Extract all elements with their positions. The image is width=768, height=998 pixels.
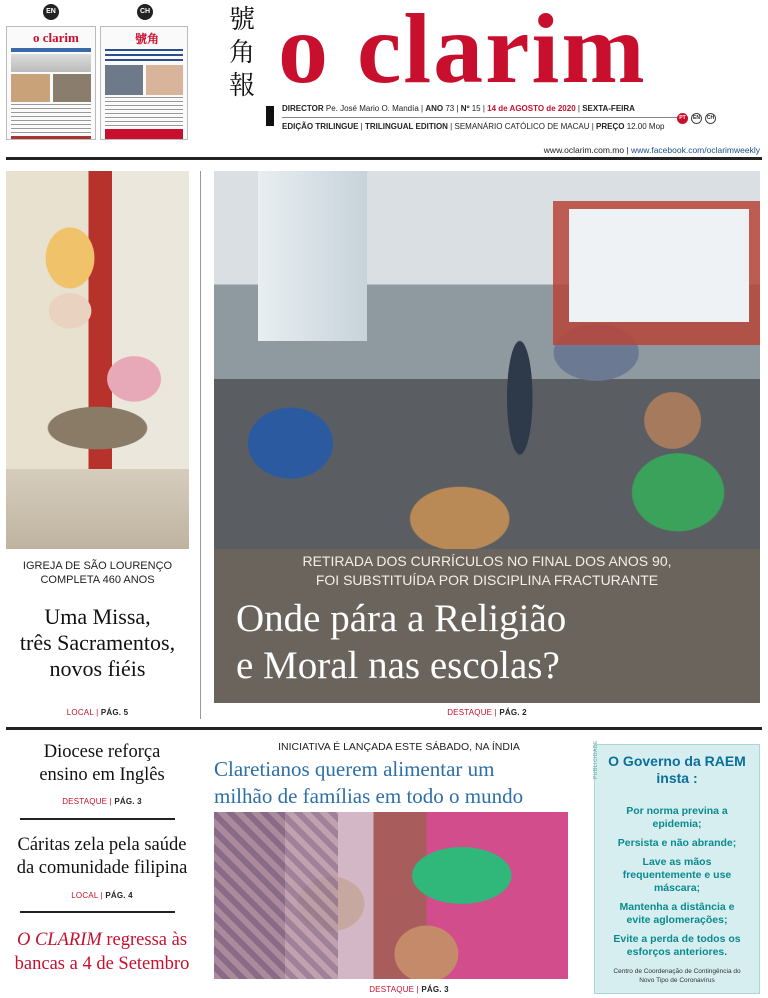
notice-item-5 [595, 933, 759, 959]
semanario: SEMANÁRIO CATÓLICO DE MACAU [454, 122, 590, 131]
notice-title-line1: O Governo da RAEM [608, 753, 746, 769]
notice-item-4-line2: evite aglomerações; [626, 914, 728, 926]
ano-label: ANO [425, 104, 444, 113]
left-headline-line2: três Sacramentos, [19, 630, 176, 655]
notice-item-1-line1: Por norma previna a [626, 805, 728, 817]
masthead-logo: o clarim [278, 0, 647, 104]
notice-vertical-tag: PUBLICIDADE [593, 740, 599, 779]
notice-items [595, 805, 759, 959]
director-name: Pe. José Mario O. Mandía [325, 104, 419, 113]
brief-diocese-page: PÁG. 3 [114, 797, 142, 806]
facebook-link[interactable]: www.facebook.com/oclarimweekly [631, 145, 760, 155]
center-headline-line1: Claretianos querem alimentar um [214, 757, 495, 781]
lang-badge-en[interactable]: EN [691, 113, 702, 124]
main-kicker [214, 552, 760, 590]
center-section: DESTAQUE [369, 985, 415, 994]
brief-caritas-section: LOCAL [71, 891, 99, 900]
mid-divider [6, 727, 762, 730]
en-thumbnail[interactable] [6, 26, 96, 140]
chinese-char-1: 號 [228, 5, 255, 35]
notice-item-3-line3: máscara; [653, 882, 701, 894]
masthead-edition-line: EDIÇÃO TRILINGUE | TRILINGUAL EDITION | SEMANÁRIO CATÓLICO DE MACAU | PREÇO 12.00 Mop [282, 122, 665, 131]
issue-date: 14 de AGOSTO de 2020 [487, 104, 576, 113]
classroom-photo [214, 171, 760, 549]
lang-badge-ch[interactable]: CH [705, 113, 716, 124]
left-column-divider [200, 171, 201, 719]
main-page-ref[interactable]: DESTAQUE | PÁG. 2 [447, 708, 527, 717]
main-story-band[interactable] [214, 549, 760, 703]
main-headline [236, 595, 566, 689]
notice-footer [595, 967, 759, 985]
language-badges [677, 113, 716, 124]
web-links: www.oclarim.com.mo | www.facebook.com/oclarimweekly [543, 145, 760, 155]
mother-child-photo [214, 812, 568, 979]
notice-item-1-line2: epidemia; [652, 818, 702, 830]
edition-ch[interactable] [100, 4, 190, 140]
center-page-ref[interactable]: DESTAQUE | PÁG. 3 [369, 985, 449, 994]
preco-value: 12.00 Mop [626, 122, 665, 131]
ch-thumbnail[interactable] [100, 26, 188, 140]
edition-en[interactable] [6, 4, 96, 140]
masthead-rule [282, 117, 678, 118]
brief-regressa[interactable] [6, 928, 198, 976]
notice-item-3 [595, 856, 759, 895]
header-divider [6, 157, 762, 160]
notice-item-4-line1: Mantenha a distância e [619, 901, 735, 913]
brief-caritas-page: PÁG. 4 [105, 891, 133, 900]
notice-footer-line1: Centro de Coordenação de Contingência do [613, 968, 741, 975]
notice-title-line2: insta : [656, 770, 698, 786]
brief-caritas[interactable] [6, 834, 198, 880]
en-badge: EN [43, 4, 59, 20]
brief-rule-1 [20, 818, 175, 820]
notice-item-3-line1: Lave as mãos [642, 856, 712, 868]
brief-caritas-line1: Cáritas zela pela saúde [17, 835, 187, 855]
ch-badge: CH [137, 4, 153, 20]
brief-caritas-line2: da comunidade filipina [16, 858, 188, 878]
main-headline-line2: e Moral nas escolas? [236, 644, 560, 687]
center-page: PÁG. 3 [421, 985, 449, 994]
left-kicker [6, 559, 189, 587]
brief-rule-2 [20, 911, 175, 913]
brief-regressa-line2: bancas a 4 de Setembro [14, 954, 190, 974]
government-notice [593, 740, 760, 994]
main-kicker-line2: FOI SUBSTITUÍDA POR DISCIPLINA FRACTURANTE [315, 572, 659, 588]
center-headline[interactable] [214, 756, 584, 810]
notice-item-2 [595, 837, 759, 850]
issue-weekday: SEXTA-FEIRA [582, 104, 635, 113]
main-section: DESTAQUE [447, 708, 493, 717]
notice-item-1 [595, 805, 759, 831]
notice-item-5-line2: esforços anteriores. [626, 946, 728, 958]
left-page-ref[interactable]: LOCAL | PÁG. 5 [66, 708, 129, 717]
brief-diocese-line2: ensino em Inglês [39, 765, 165, 785]
masthead-info-line: DIRECTOR Pe. José Mario O. Mandía | ANO 73 | Nº 15 | 14 de AGOSTO de 2020 | SEXTA-FEIRA [282, 104, 635, 113]
ch-thumb-title: 號角 [135, 32, 160, 46]
notice-title [595, 753, 759, 787]
center-kicker: INICIATIVA É LANÇADA ESTE SÁBADO, NA ÍNDIA [278, 741, 520, 753]
brief-diocese[interactable] [6, 741, 198, 787]
brief-diocese-section: DESTAQUE [62, 797, 108, 806]
chinese-char-2: 角 [228, 38, 255, 68]
numero-value: 15 [471, 104, 481, 113]
notice-item-3-line2: frequentemente e use [622, 869, 732, 881]
main-page: PÁG. 2 [499, 708, 527, 717]
notice-item-5-line1: Evite a perda de todos os [613, 933, 741, 945]
center-headline-line2: milhão de famílias em todo o mundo [214, 784, 524, 808]
masthead-marker [266, 106, 274, 126]
left-section: LOCAL [66, 708, 94, 717]
brief-caritas-page-ref[interactable]: LOCAL | PÁG. 4 [71, 891, 133, 900]
main-kicker-line1: RETIRADA DOS CURRÍCULOS NO FINAL DOS ANOS 90, [302, 553, 672, 569]
left-kicker-line2: COMPLETA 460 ANOS [40, 574, 155, 586]
director-label: DIRECTOR [282, 104, 324, 113]
website-link[interactable]: www.oclarim.com.mo [543, 145, 625, 155]
brief-diocese-line1: Diocese reforça [43, 742, 161, 762]
brief-regressa-line1 [6, 928, 198, 952]
ano-value: 73 [445, 104, 455, 113]
brief-regressa-rest: regressa às [101, 930, 188, 950]
notice-item-2-line1: Persista e não abrande; [617, 837, 737, 849]
chinese-char-3: 報 [228, 71, 255, 101]
left-page: PÁG. 5 [100, 708, 129, 717]
left-kicker-line1: IGREJA DE SÃO LOURENÇO [22, 560, 173, 572]
notice-item-4 [595, 901, 759, 927]
brief-regressa-em: O CLARIM [16, 930, 102, 950]
main-headline-line1: Onde pára a Religião [236, 597, 567, 640]
left-headline-line3: novos fiéis [49, 656, 146, 681]
notice-footer-line2: Novo Tipo de Coronavírus [639, 977, 715, 984]
chinese-vertical-title [222, 4, 262, 103]
numero-label: Nº [460, 104, 470, 113]
trilingual-edition: TRILINGUAL EDITION [364, 122, 448, 131]
left-headline-line1: Uma Missa, [44, 604, 151, 629]
lang-badge-pt[interactable]: PT [677, 113, 688, 124]
en-thumb-title: o clarim [33, 30, 79, 45]
brief-diocese-page-ref[interactable]: DESTAQUE | PÁG. 3 [62, 797, 142, 806]
bishop-baptism-photo [6, 171, 189, 549]
edicao-trilingue: EDIÇÃO TRILINGUE [282, 122, 359, 131]
preco-label: PREÇO [596, 122, 625, 131]
left-headline[interactable] [6, 604, 189, 682]
